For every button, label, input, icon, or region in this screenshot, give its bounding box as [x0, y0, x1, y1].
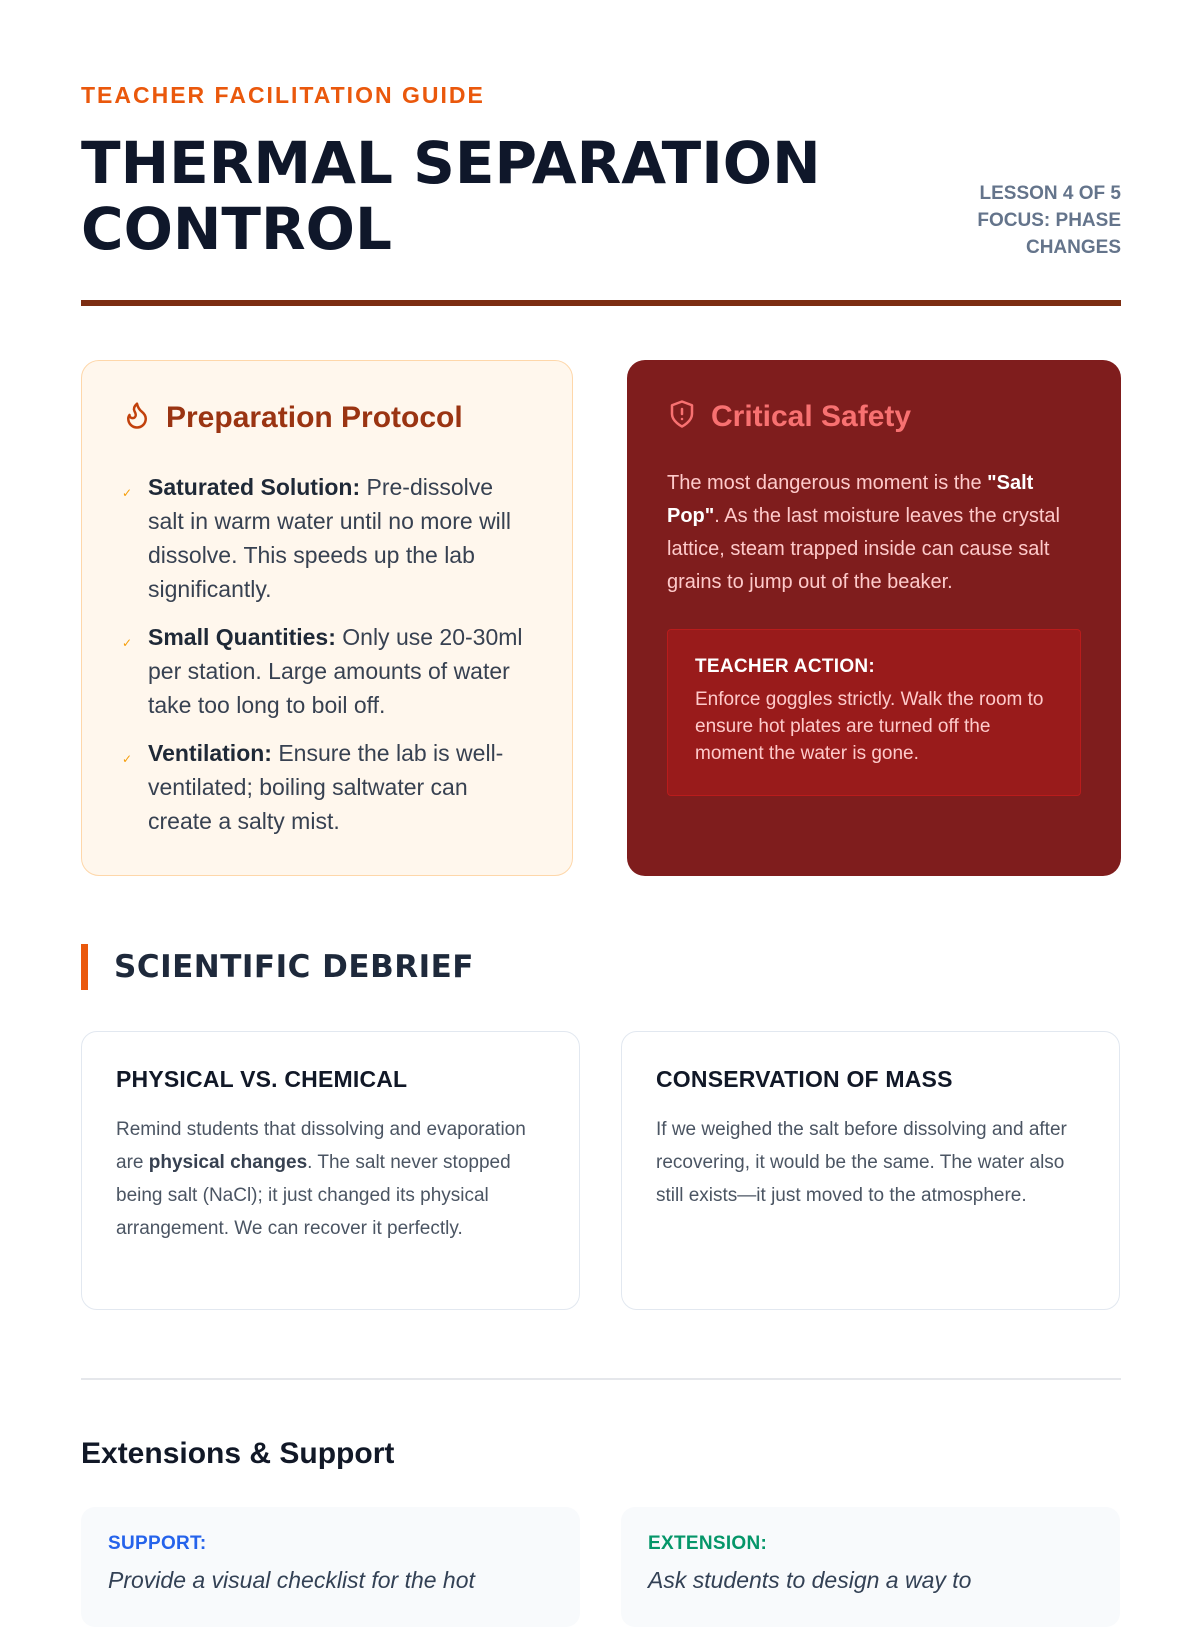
item-term: Saturated Solution: [148, 474, 361, 500]
debrief-card-text: If we weighed the salt before dissolving and after recovering, it would be the same. The water also still exists—it just moved to the atmosphere. [656, 1119, 1067, 1206]
salt-pop-highlight: "Salt Pop" [667, 472, 1034, 527]
eyebrow-label: TEACHER FACILITATION GUIDE [81, 82, 485, 108]
item-text: Ensure the lab is well-ventilated; boiling saltwater can create a salty mist. [148, 740, 504, 834]
flame-icon [122, 399, 152, 436]
shield-alert-icon [667, 398, 697, 435]
safety-title: Critical Safety [711, 399, 912, 433]
safety-text-end: . As the last moisture leaves the crystal lattice, steam trapped inside can cause salt grains to jump out of the beaker. [667, 505, 1060, 593]
teacher-action-text: Enforce goggles strictly. Walk the room to ensure hot plates are turned off the moment the water is gone. [695, 689, 1044, 764]
safety-description [667, 467, 1081, 599]
debrief-text-end: . The salt never stopped being salt (NaCl); it just changed its physical arrangement. We can recover it perfectly. [116, 1152, 511, 1239]
debrief-text-start: Remind students that dissolving and evaporation are [116, 1119, 526, 1173]
header-divider [81, 300, 1121, 306]
support-label: SUPPORT: [108, 1533, 207, 1554]
safety-text-start: The most dangerous moment is the [667, 472, 988, 494]
item-text: Only use 20-30ml per station. Large amounts of water take too long to boil off. [148, 624, 523, 718]
item-term: Ventilation: [148, 740, 272, 766]
page-title: THERMAL SEPARATION CONTROL [81, 129, 821, 263]
preparation-card [81, 360, 573, 876]
item-text: Pre-dissolve salt in warm water until no more will dissolve. This speeds up the lab significantly. [148, 474, 512, 602]
list-item [122, 620, 532, 722]
section-divider [81, 1378, 1121, 1380]
lesson-number: LESSON 4 OF 5 [979, 183, 1121, 204]
debrief-card-title: PHYSICAL VS. CHEMICAL [116, 1066, 408, 1092]
debrief-card-conservation [621, 1031, 1120, 1310]
check-icon: ✓ [122, 636, 133, 650]
extension-label: EXTENSION: [648, 1533, 768, 1554]
check-icon: ✓ [122, 752, 133, 766]
list-item [122, 736, 532, 838]
extensions-title: Extensions & Support [81, 1437, 395, 1470]
debrief-card-text [116, 1113, 546, 1245]
debrief-heading [81, 944, 474, 990]
preparation-list [122, 470, 532, 838]
check-icon: ✓ [122, 486, 133, 500]
debrief-title: SCIENTIFIC DEBRIEF [114, 949, 474, 985]
teacher-action-box [667, 629, 1081, 796]
safety-card [627, 360, 1121, 876]
support-card [81, 1507, 580, 1627]
list-item [122, 470, 532, 606]
preparation-title: Preparation Protocol [166, 400, 463, 434]
debrief-card-title: CONSERVATION OF MASS [656, 1066, 953, 1092]
extension-text: Ask students to design a way to [648, 1567, 972, 1593]
item-term: Small Quantities: [148, 624, 336, 650]
lesson-focus: FOCUS: PHASE CHANGES [977, 210, 1121, 258]
debrief-card-physical-chemical [81, 1031, 580, 1310]
physical-changes-highlight: physical changes [148, 1152, 308, 1173]
teacher-action-label: TEACHER ACTION: [695, 656, 876, 677]
lesson-meta [921, 180, 1121, 261]
extension-card [621, 1507, 1120, 1627]
support-text: Provide a visual checklist for the hot [108, 1567, 475, 1593]
